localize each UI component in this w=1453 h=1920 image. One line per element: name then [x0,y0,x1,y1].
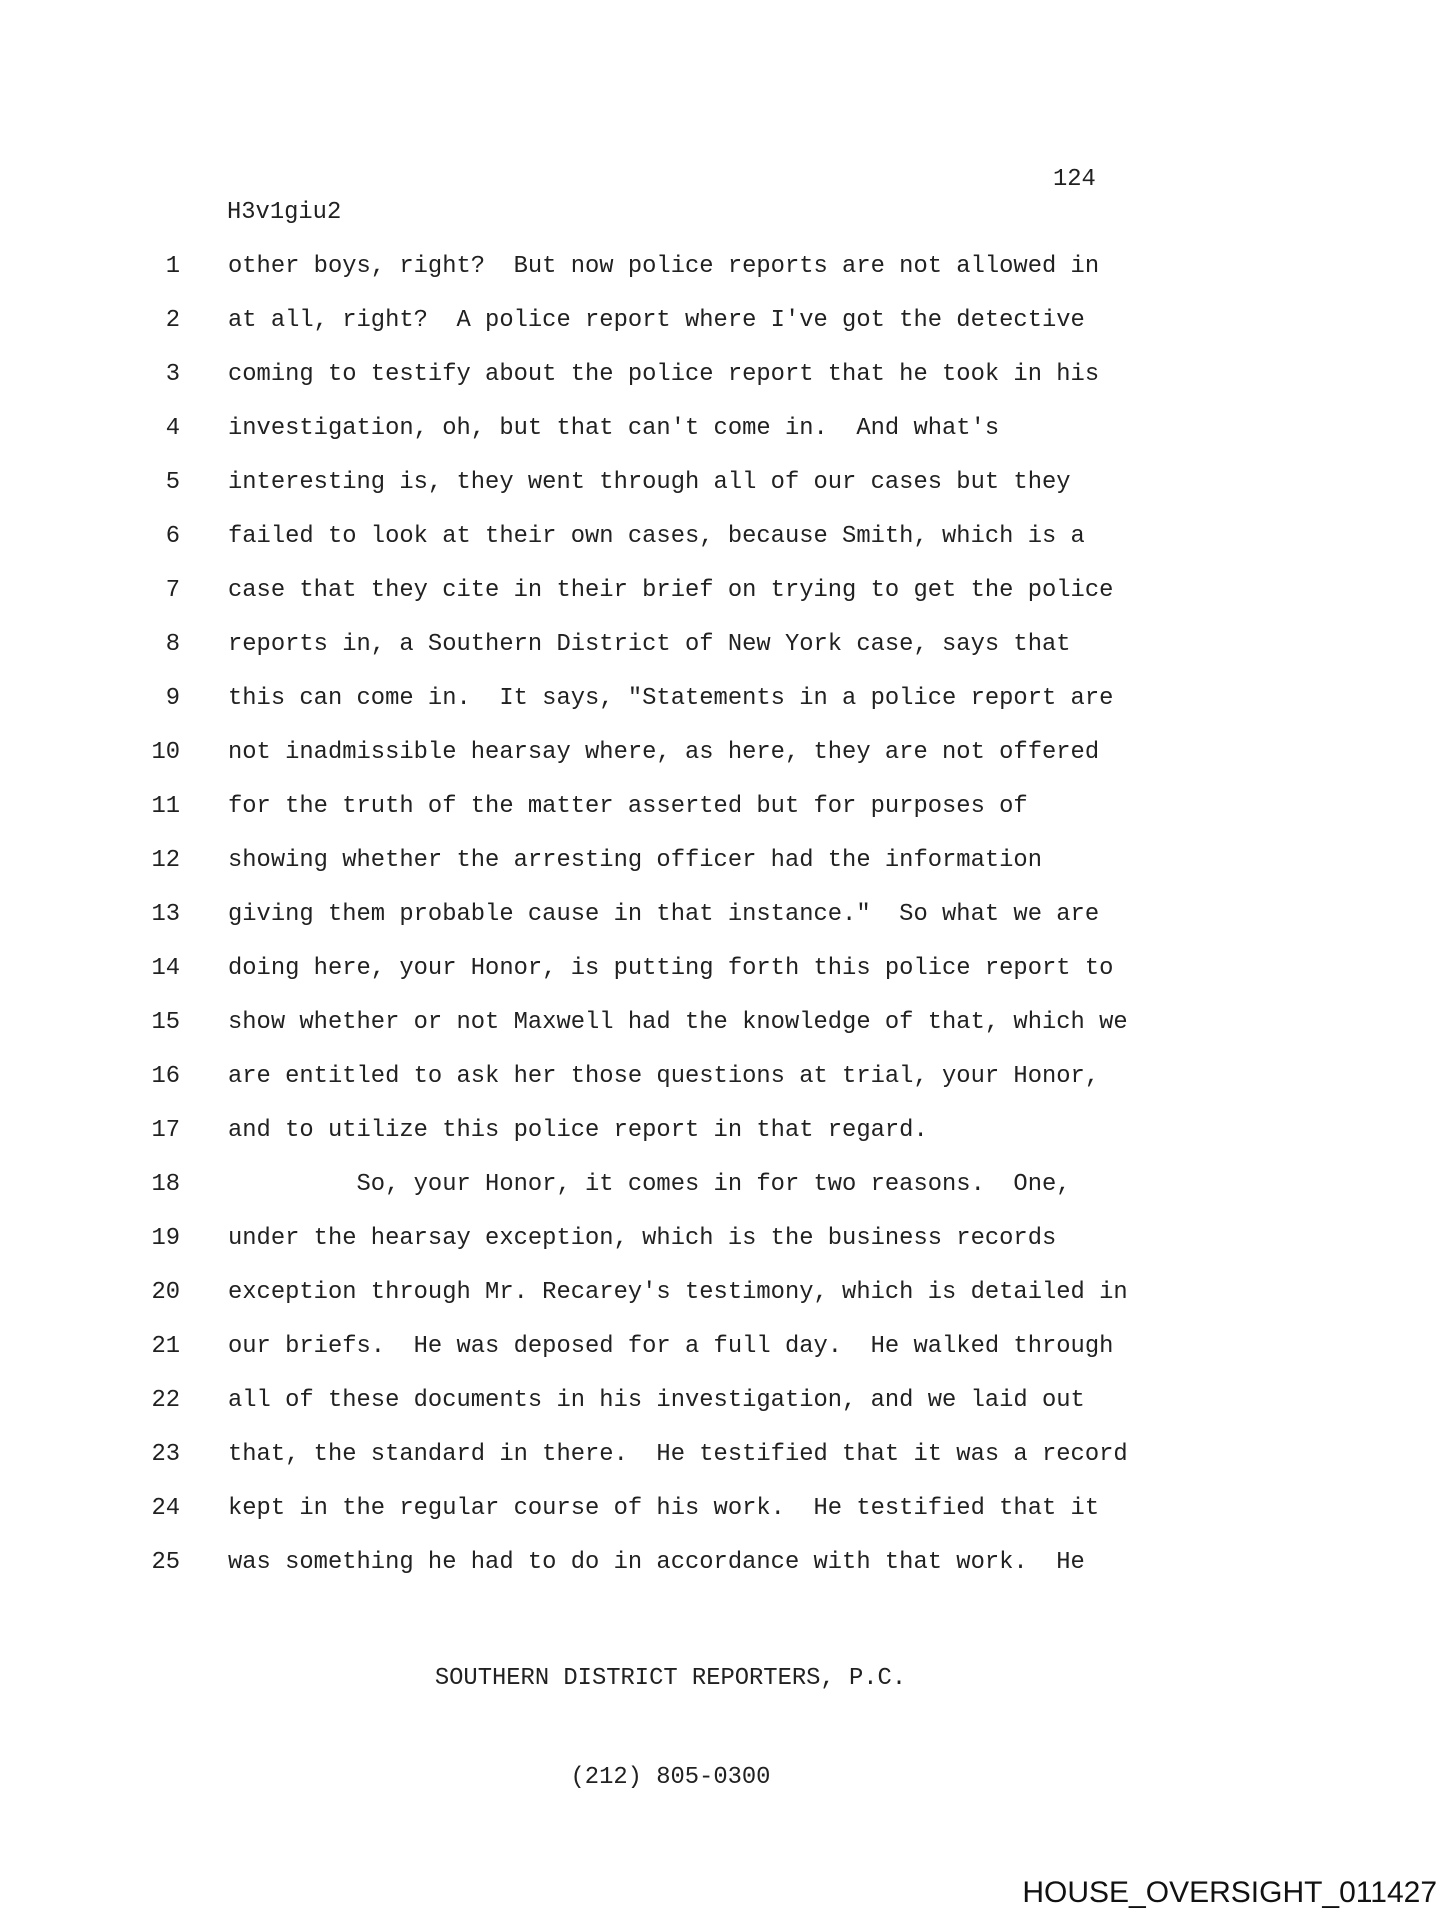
line-number: 16 [151,1063,180,1090]
line-text: and to utilize this police report in that regard. [228,1117,928,1144]
line-number: 23 [151,1441,180,1468]
line-number: 18 [151,1171,180,1198]
transcript-line [0,1266,1128,1320]
bates-stamp: HOUSE_OVERSIGHT_011427 [1022,1876,1437,1909]
line-number: 4 [165,415,180,442]
line-number: 12 [151,847,180,874]
transcript-line [0,1482,1128,1536]
transcript-lines [0,240,1128,1590]
transcript-line [0,726,1128,780]
line-text: investigation, oh, but that can't come in. And what's [228,415,1000,442]
session-id: H3v1giu2 [227,199,342,226]
transcript-line [0,942,1128,996]
line-number: 22 [151,1387,180,1414]
transcript-line [0,618,1128,672]
transcript-line [0,672,1128,726]
line-number: 19 [151,1225,180,1252]
line-text: reports in, a Southern District of New York case, says that [228,631,1071,658]
line-text: doing here, your Honor, is putting forth this police report to [228,955,1114,982]
transcript-line [0,1536,1128,1590]
reporter-phone: (212) 805-0300 [570,1764,771,1791]
transcript-line [0,888,1128,942]
transcript-line [0,294,1128,348]
transcript-line [0,240,1128,294]
transcript-line [0,1104,1128,1158]
transcript-line [0,348,1128,402]
line-number: 17 [151,1117,180,1144]
transcript-line [0,402,1128,456]
transcript-line [0,1050,1128,1104]
line-number: 24 [151,1495,180,1522]
line-text: under the hearsay exception, which is the business records [228,1225,1057,1252]
transcript-line [0,1374,1128,1428]
line-text: other boys, right? But now police reports are not allowed in [228,253,1100,280]
transcript-line [0,780,1128,834]
line-number: 1 [165,253,180,280]
line-text: not inadmissible hearsay where, as here, they are not offered [228,739,1100,766]
line-text: was something he had to do in accordance with that work. He [228,1549,1085,1576]
transcript-line [0,1212,1128,1266]
line-text: kept in the regular course of his work. He testified that it [228,1495,1100,1522]
line-text: giving them probable cause in that instance." So what we are [228,901,1100,928]
line-number: 9 [165,685,180,712]
line-text: interesting is, they went through all of our cases but they [228,469,1071,496]
line-number: 21 [151,1333,180,1360]
line-number: 14 [151,955,180,982]
reporter-footer [228,1596,1113,1860]
transcript-line [0,564,1128,618]
line-text: show whether or not Maxwell had the knowledge of that, which we [228,1009,1128,1036]
line-text: exception through Mr. Recarey's testimony, which is detailed in [228,1279,1128,1306]
line-number: 20 [151,1279,180,1306]
line-number: 2 [165,307,180,334]
line-text: failed to look at their own cases, because Smith, which is a [228,523,1085,550]
reporter-name: SOUTHERN DISTRICT REPORTERS, P.C. [434,1665,907,1692]
line-number: 13 [151,901,180,928]
transcript-line [0,510,1128,564]
line-number: 7 [165,577,180,604]
line-number: 10 [151,739,180,766]
transcript-line [0,834,1128,888]
line-number: 5 [165,469,180,496]
transcript-line [0,1320,1128,1374]
transcript-line [0,1158,1128,1212]
line-number: 3 [165,361,180,388]
page-number: 124 [1053,166,1096,193]
transcript-line [0,456,1128,510]
line-number: 15 [151,1009,180,1036]
line-text: case that they cite in their brief on trying to get the police [228,577,1114,604]
line-text: showing whether the arresting officer had the information [228,847,1042,874]
line-text: So, your Honor, it comes in for two reasons. One, [228,1171,1071,1198]
line-number: 8 [165,631,180,658]
transcript-line [0,1428,1128,1482]
line-text: all of these documents in his investigation, and we laid out [228,1387,1085,1414]
line-text: at all, right? A police report where I've got the detective [228,307,1085,334]
line-text: our briefs. He was deposed for a full day. He walked through [228,1333,1114,1360]
line-number: 6 [165,523,180,550]
line-text: that, the standard in there. He testified that it was a record [228,1441,1128,1468]
transcript-line [0,996,1128,1050]
line-text: coming to testify about the police report that he took in his [228,361,1100,388]
line-text: for the truth of the matter asserted but for purposes of [228,793,1028,820]
line-number: 25 [151,1549,180,1576]
line-number: 11 [151,793,180,820]
line-text: are entitled to ask her those questions at trial, your Honor, [228,1063,1100,1090]
line-text: this can come in. It says, "Statements in a police report are [228,685,1114,712]
